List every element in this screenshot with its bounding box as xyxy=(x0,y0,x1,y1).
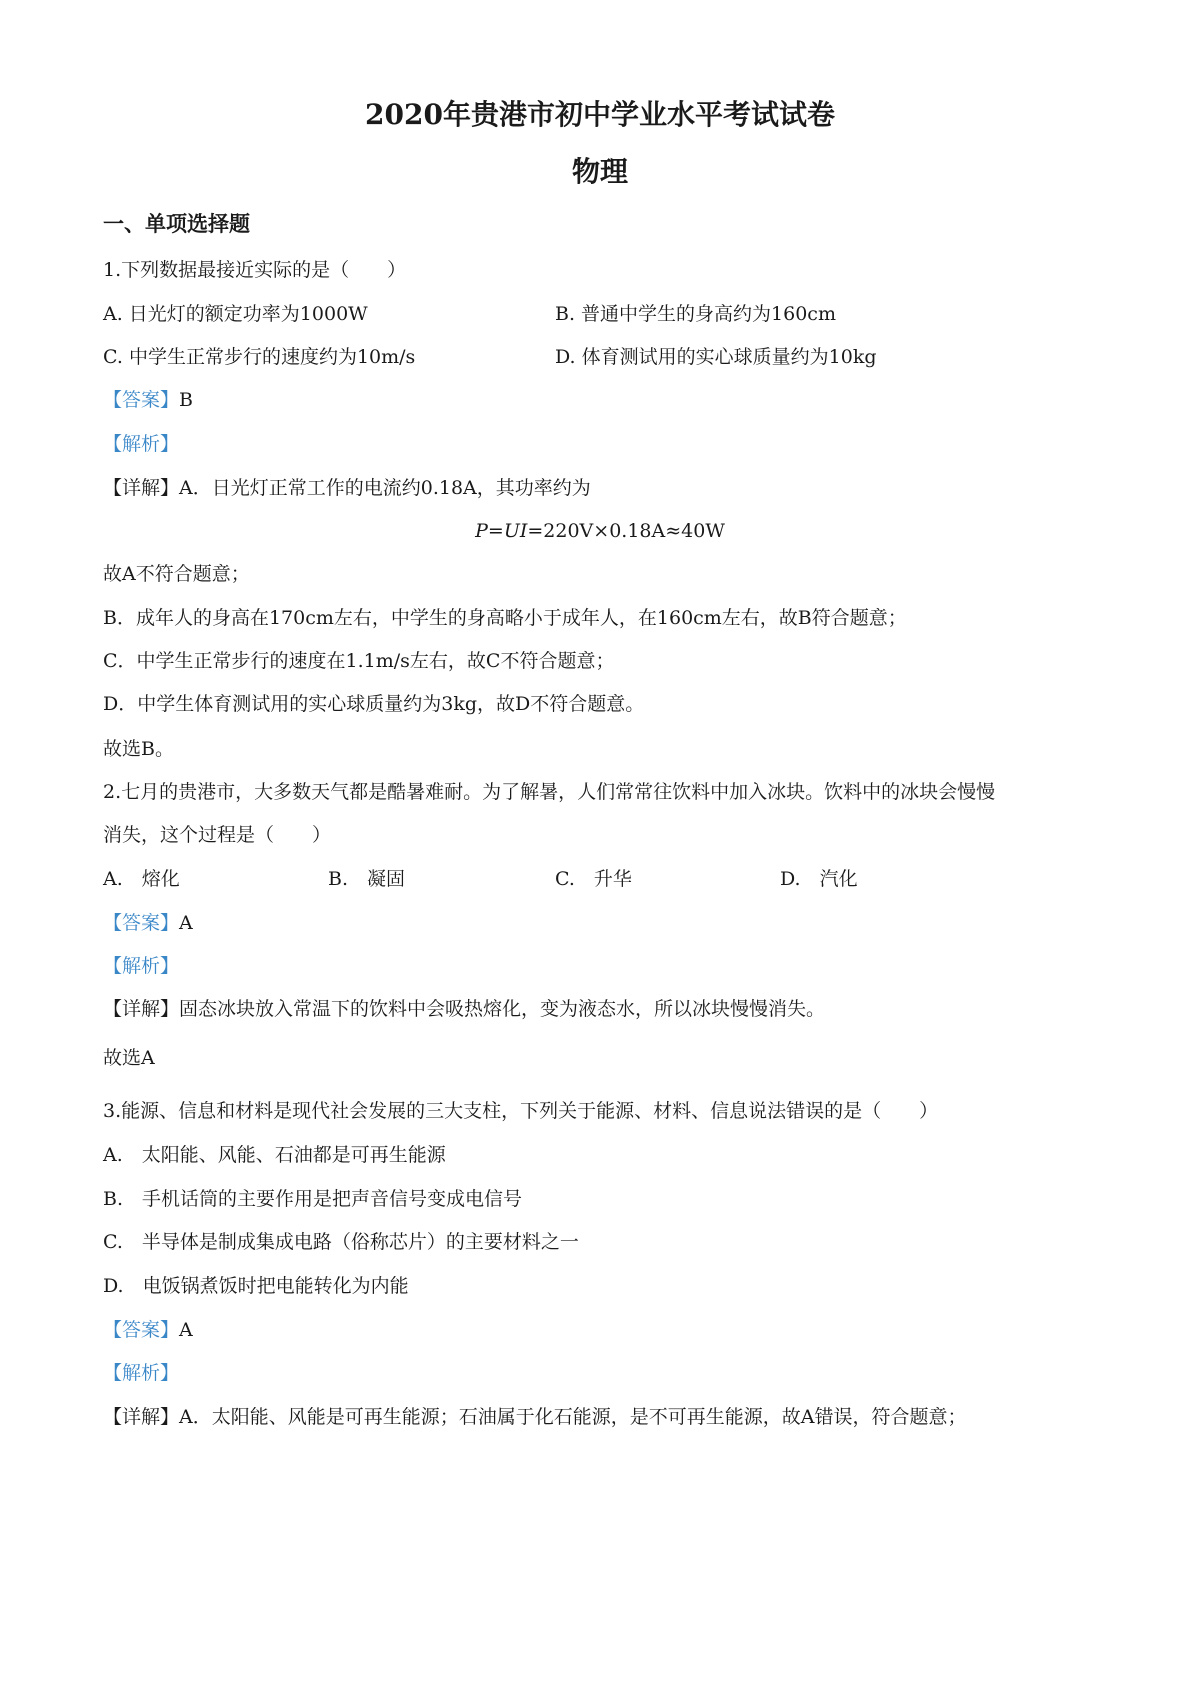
q3-option-b: B. 手机话筒的主要作用是把声音信号变成电信号 xyxy=(103,1188,523,1210)
q2-stem-line-1: 2.七月的贵港市，大多数天气都是酷暑难耐。为了解暑，人们常常往饮料中加入冰块。饮料中的冰块会慢慢 xyxy=(103,781,996,803)
q3-option-a: A. 太阳能、风能、石油都是可再生能源 xyxy=(103,1144,446,1166)
answer-value: A xyxy=(179,1319,193,1341)
q2-answer xyxy=(103,911,193,935)
detail-tag: 【详解】 xyxy=(103,1406,180,1428)
q1-option-c: C. 中学生正常步行的速度约为10m/s xyxy=(103,346,416,368)
q3-stem: 3.能源、信息和材料是现代社会发展的三大支柱，下列关于能源、材料、信息说法错误的是（ ） xyxy=(103,1100,939,1122)
q1-line-2: B．成年人的身高在170cm左右，中学生的身高略小于成年人，在160cm左右，故B符合题意； xyxy=(103,607,907,629)
q3-analysis-tag: 【解析】 xyxy=(103,1362,180,1384)
q1-line-3: C．中学生正常步行的速度在1.1m/s左右，故C不符合题意； xyxy=(103,650,615,672)
q3-option-d: D. 电饭锅煮饭时把电能转化为内能 xyxy=(103,1275,409,1297)
q1-formula xyxy=(0,519,1200,543)
q2-option-c: C. 升华 xyxy=(555,868,632,890)
page-subtitle: 物理 xyxy=(571,155,628,188)
detail-tag: 【详解】 xyxy=(103,477,180,499)
formula-ui: UI xyxy=(503,520,528,542)
q1-option-a: A. 日光灯的额定功率为1000W xyxy=(103,303,368,325)
q1-conclusion: 故选B。 xyxy=(103,738,174,760)
q2-analysis-tag: 【解析】 xyxy=(103,955,180,977)
q1-option-d: D. 体育测试用的实心球质量约为10kg xyxy=(555,346,877,368)
q2-detail xyxy=(103,997,825,1021)
answer-tag: 【答案】 xyxy=(103,389,180,411)
answer-tag: 【答案】 xyxy=(103,912,180,934)
q1-line-4: D．中学生体育测试用的实心球质量约为3kg，故D不符合题意。 xyxy=(103,693,645,715)
q1-stem: 1.下列数据最接近实际的是（ ） xyxy=(103,259,407,281)
formula-rest: =220V×0.18A≈40W xyxy=(527,520,725,542)
q2-option-b: B. 凝固 xyxy=(328,868,406,890)
detail-text: A．日光灯正常工作的电流约0.18A，其功率约为 xyxy=(179,477,591,499)
q1-option-b: B. 普通中学生的身高约为160cm xyxy=(555,303,836,325)
q1-answer xyxy=(103,388,193,412)
answer-value: A xyxy=(179,912,193,934)
section-heading: 一、单项选择题 xyxy=(103,211,250,236)
q2-option-a: A. 熔化 xyxy=(103,868,180,890)
q1-line-1: 故A不符合题意； xyxy=(103,563,250,585)
page-title: 2020年贵港市初中学业水平考试试卷 xyxy=(365,98,835,131)
q1-analysis-tag: 【解析】 xyxy=(103,433,180,455)
q2-conclusion: 故选A xyxy=(103,1047,155,1069)
q1-detail xyxy=(103,476,591,500)
detail-text: 固态冰块放入常温下的饮料中会吸热熔化，变为液态水，所以冰块慢慢消失。 xyxy=(179,998,826,1020)
detail-tag: 【详解】 xyxy=(103,998,180,1020)
answer-value: B xyxy=(179,389,193,411)
answer-tag: 【答案】 xyxy=(103,1319,180,1341)
q3-detail xyxy=(103,1405,966,1429)
q2-option-d: D. 汽化 xyxy=(780,868,858,890)
q2-stem-line-2: 消失，这个过程是（ ） xyxy=(103,824,332,846)
formula-p: P xyxy=(475,520,488,542)
q3-option-c: C. 半导体是制成集成电路（俗称芯片）的主要材料之一 xyxy=(103,1231,579,1253)
q3-answer xyxy=(103,1318,193,1342)
detail-text: A．太阳能、风能是可再生能源；石油属于化石能源，是不可再生能源，故A错误，符合题意； xyxy=(179,1406,967,1428)
formula-eq: = xyxy=(487,520,504,542)
